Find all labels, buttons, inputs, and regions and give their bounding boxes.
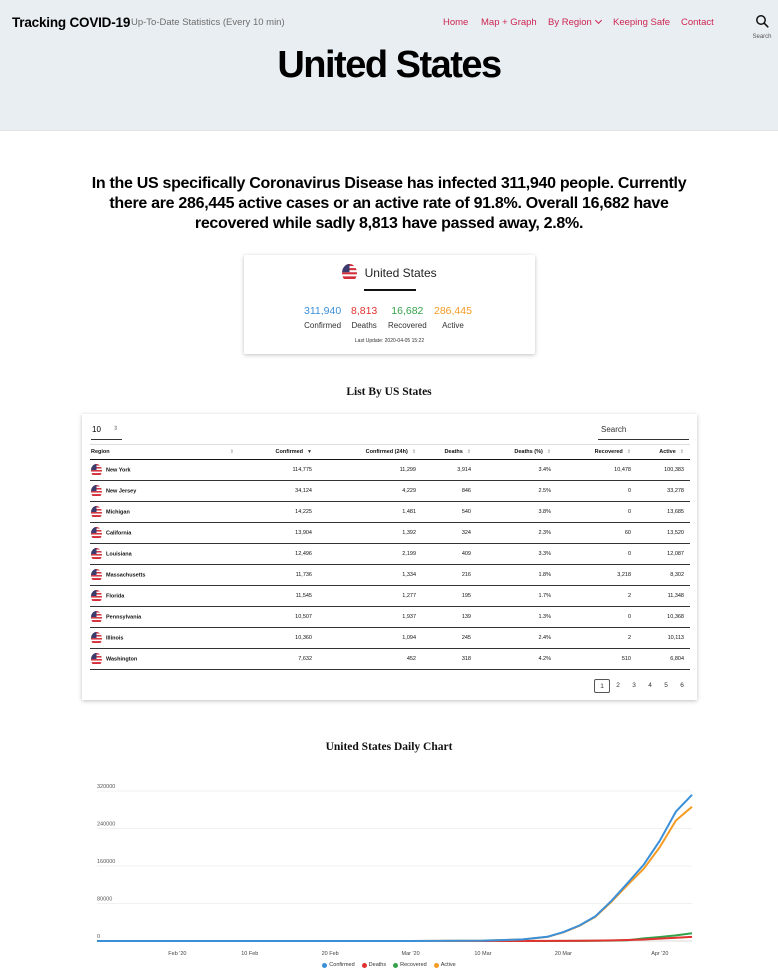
stat-active-value: 286,445: [434, 305, 472, 317]
table-search-input[interactable]: Search: [598, 425, 689, 440]
search-icon: [755, 14, 769, 28]
sort-icon: ⇕: [546, 449, 551, 455]
cell-recovered: 3,218: [557, 565, 637, 586]
cell-region: [90, 628, 238, 649]
states-table: [90, 444, 690, 670]
table-row: [90, 586, 690, 607]
cell-confirmed-24h: 1,481: [318, 502, 422, 523]
col-recovered[interactable]: [557, 445, 637, 460]
sort-icon: ⇕: [411, 449, 416, 455]
col-region-label: Region: [91, 449, 110, 455]
legend-deaths-label: Deaths: [368, 962, 387, 968]
chevron-down-icon: [595, 17, 602, 24]
y-tick-label: 240000: [97, 821, 116, 828]
cell-region: [90, 523, 238, 544]
table-row: [90, 565, 690, 586]
series-line-active: [97, 807, 692, 941]
cell-region-name: California: [106, 530, 132, 536]
site-header: [0, 0, 778, 131]
nav-keeping-safe[interactable]: Keeping Safe: [613, 17, 671, 28]
sort-icon: ⇕: [626, 449, 631, 455]
col-confirmed[interactable]: [238, 445, 318, 460]
y-tick-label: 160000: [97, 859, 116, 865]
cell-deaths-pct: 2.4%: [477, 628, 557, 649]
search-toggle-label: Search: [752, 34, 772, 40]
cell-region: [90, 460, 238, 481]
cell-active: 12,087: [637, 544, 690, 565]
col-deaths-pct-label: Deaths (%): [514, 449, 543, 455]
legend-recovered[interactable]: [393, 962, 427, 968]
us-flag-icon: [91, 485, 102, 498]
cell-confirmed: 114,775: [238, 460, 318, 481]
y-tick-label: 80000: [97, 896, 113, 903]
legend-dot-icon: [434, 963, 439, 968]
stat-deaths: [351, 305, 377, 330]
cell-deaths-pct: 2.5%: [477, 481, 557, 502]
cell-recovered: 10,478: [557, 460, 637, 481]
table-row: [90, 460, 690, 481]
us-flag-icon: [91, 527, 102, 540]
cell-active: 10,113: [637, 628, 690, 649]
cell-recovered: 60: [557, 523, 637, 544]
nav-home[interactable]: Home: [443, 17, 469, 28]
cell-confirmed-24h: 1,334: [318, 565, 422, 586]
cell-deaths-pct: 4.2%: [477, 649, 557, 670]
cell-deaths: 195: [422, 586, 477, 607]
page-button-4[interactable]: 4: [648, 682, 652, 689]
cell-recovered: 510: [557, 649, 637, 670]
col-confirmed-24h-label: Confirmed (24h): [365, 449, 408, 455]
daily-chart-title: United States Daily Chart: [325, 741, 453, 753]
site-title[interactable]: Tracking COVID-19: [12, 15, 131, 30]
cell-confirmed: 13,904: [238, 523, 318, 544]
stat-deaths-value: 8,813: [351, 305, 378, 317]
nav-map-graph[interactable]: Map + Graph: [481, 17, 537, 28]
stat-confirmed-value: 311,940: [304, 305, 342, 317]
table-row: [90, 523, 690, 544]
stat-confirmed-label: Confirmed: [304, 321, 342, 330]
daily-chart: [0, 775, 778, 977]
cell-confirmed-24h: 1,937: [318, 607, 422, 628]
cell-deaths-pct: 1.3%: [477, 607, 557, 628]
stat-deaths-label: Deaths: [351, 321, 377, 330]
us-flag-icon: [91, 611, 102, 624]
us-flag-icon: [91, 569, 102, 582]
x-tick-label: 20 Feb: [321, 951, 339, 957]
cell-confirmed: 12,496: [238, 544, 318, 565]
col-active[interactable]: [637, 445, 690, 460]
y-tick-label: 320000: [97, 784, 116, 790]
legend-confirmed-label: Confirmed: [329, 962, 355, 968]
last-update: Last Update: 2020-04-05 15:22: [354, 338, 425, 344]
table-header-row: [90, 445, 690, 460]
cell-confirmed-24h: 1,277: [318, 586, 422, 607]
cell-confirmed-24h: 2,199: [318, 544, 422, 565]
nav-by-region[interactable]: [548, 17, 601, 28]
cell-region-name: Louisiana: [106, 551, 132, 557]
stat-active: [434, 305, 472, 330]
cell-confirmed-24h: 11,299: [318, 460, 422, 481]
cell-region-name: New Jersey: [106, 488, 137, 494]
sort-icon: ⇕: [466, 449, 471, 455]
legend-recovered-label: Recovered: [400, 962, 427, 968]
card-divider: [364, 289, 416, 291]
stat-confirmed: [304, 305, 341, 330]
col-deaths[interactable]: [422, 445, 477, 460]
page-button-3[interactable]: 3: [632, 682, 636, 689]
card-country-name: United States: [364, 266, 437, 280]
cell-region-name: Pennsylvania: [106, 614, 142, 620]
cell-confirmed: 10,507: [238, 607, 318, 628]
page-button-2[interactable]: 2: [616, 682, 620, 689]
cell-region-name: Illinois: [106, 635, 124, 641]
cell-region: [90, 607, 238, 628]
cell-active: 13,520: [637, 523, 690, 544]
col-deaths-pct[interactable]: [477, 445, 557, 460]
cell-recovered: 0: [557, 502, 637, 523]
sort-desc-icon: ▼: [307, 449, 312, 455]
legend-active-label: Active: [440, 962, 456, 968]
x-tick-label: Apr '20: [651, 951, 669, 957]
cell-deaths-pct: 3.4%: [477, 460, 557, 481]
stat-recovered-value: 16,682: [391, 305, 424, 317]
cell-deaths-pct: 2.3%: [477, 523, 557, 544]
cell-deaths: 324: [422, 523, 477, 544]
page-button-6[interactable]: 6: [680, 682, 684, 689]
col-recovered-label: Recovered: [594, 449, 623, 455]
cell-confirmed: 34,124: [238, 481, 318, 502]
table-row: [90, 649, 690, 670]
cell-region-name: Michigan: [106, 509, 130, 515]
states-table-panel: [82, 414, 697, 700]
country-stats-card: [244, 255, 535, 354]
cell-recovered: 0: [557, 481, 637, 502]
legend-dot-icon: [322, 963, 327, 968]
cell-region: [90, 544, 238, 565]
nav-contact[interactable]: Contact: [681, 17, 714, 28]
card-header: [244, 264, 535, 282]
us-flag-icon: [91, 590, 102, 603]
col-active-label: Active: [659, 449, 676, 455]
states-table-title: List By US States: [346, 386, 432, 398]
us-flag-icon: [342, 264, 357, 282]
x-tick-label: 20 Mar: [554, 951, 572, 957]
intro-summary: In the US specifically Coronavirus Disease has infected 311,940 people. Currently there are 286,445 active cases or an active rate of 91.8%. Overall 16,682 have recovered while sadly 8,813 have passed away, 2.8%.: [91, 175, 687, 232]
sort-icon: ⇕: [229, 449, 234, 455]
nav-by-region-label: By Region: [548, 17, 592, 28]
us-flag-icon: [91, 464, 102, 477]
pagination: [594, 679, 690, 693]
cell-active: 11,348: [637, 586, 690, 607]
cell-confirmed-24h: 4,229: [318, 481, 422, 502]
cell-confirmed: 10,360: [238, 628, 318, 649]
table-row: [90, 481, 690, 502]
search-toggle-button[interactable]: [750, 14, 774, 40]
cell-deaths-pct: 1.8%: [477, 565, 557, 586]
table-row: [90, 502, 690, 523]
table-row: [90, 544, 690, 565]
cell-active: 6,804: [637, 649, 690, 670]
cell-active: 13,685: [637, 502, 690, 523]
cell-deaths: 216: [422, 565, 477, 586]
table-row: [90, 607, 690, 628]
page-button-1[interactable]: 1: [594, 679, 610, 693]
cell-deaths: 409: [422, 544, 477, 565]
legend-active[interactable]: [434, 962, 456, 968]
col-confirmed-24h[interactable]: [318, 445, 422, 460]
cell-region: [90, 481, 238, 502]
cell-active: 100,383: [637, 460, 690, 481]
cell-region-name: Massachusetts: [106, 572, 146, 578]
col-region[interactable]: [90, 445, 238, 460]
cell-region-name: New York: [106, 467, 131, 473]
x-tick-label: Mar '20: [401, 951, 420, 957]
cell-confirmed: 14,225: [238, 502, 318, 523]
x-tick-label: 10 Mar: [474, 951, 492, 957]
site-description: Up-To-Date Statistics (Every 10 min): [131, 17, 285, 28]
legend-dot-icon: [393, 963, 398, 968]
table-row: [90, 628, 690, 649]
x-tick-label: Feb '20: [168, 951, 187, 957]
cell-active: 10,368: [637, 607, 690, 628]
legend-deaths[interactable]: [362, 962, 386, 968]
col-deaths-label: Deaths: [444, 449, 463, 455]
cell-active: 33,278: [637, 481, 690, 502]
cell-confirmed: 7,632: [238, 649, 318, 670]
cell-confirmed: 11,545: [238, 586, 318, 607]
select-arrows-icon: ⇕: [113, 426, 119, 432]
cell-confirmed-24h: 1,094: [318, 628, 422, 649]
col-confirmed-label: Confirmed: [275, 449, 304, 455]
stat-recovered-label: Recovered: [388, 321, 427, 330]
stat-active-label: Active: [442, 321, 464, 330]
cell-deaths: 139: [422, 607, 477, 628]
cell-deaths-pct: 3.8%: [477, 502, 557, 523]
cell-confirmed: 11,736: [238, 565, 318, 586]
cell-deaths: 318: [422, 649, 477, 670]
cell-region-name: Washington: [106, 656, 138, 662]
cell-recovered: 2: [557, 628, 637, 649]
cell-recovered: 0: [557, 607, 637, 628]
stat-recovered: [388, 305, 427, 330]
cell-deaths: 3,914: [422, 460, 477, 481]
us-flag-icon: [91, 506, 102, 519]
cell-deaths: 846: [422, 481, 477, 502]
cell-region-name: Florida: [106, 593, 125, 599]
page-length-value: 10: [92, 425, 101, 434]
page-button-5[interactable]: 5: [664, 682, 668, 689]
legend-dot-icon: [362, 963, 367, 968]
us-flag-icon: [91, 653, 102, 666]
cell-deaths: 245: [422, 628, 477, 649]
cell-recovered: 2: [557, 586, 637, 607]
page-length-select[interactable]: [91, 425, 122, 440]
cell-confirmed-24h: 452: [318, 649, 422, 670]
cell-confirmed-24h: 1,392: [318, 523, 422, 544]
cell-region: [90, 586, 238, 607]
cell-region: [90, 565, 238, 586]
cell-deaths-pct: 3.3%: [477, 544, 557, 565]
series-line-confirmed: [97, 795, 692, 941]
page-title: United States: [277, 44, 501, 86]
us-flag-icon: [91, 632, 102, 645]
chart-legend: [0, 962, 778, 968]
us-flag-icon: [91, 548, 102, 561]
cell-deaths-pct: 1.7%: [477, 586, 557, 607]
cell-region: [90, 502, 238, 523]
legend-confirmed[interactable]: [322, 962, 354, 968]
cell-active: 8,302: [637, 565, 690, 586]
x-tick-label: 10 Feb: [241, 951, 259, 957]
y-tick-label: 0: [97, 934, 101, 940]
cell-region: [90, 649, 238, 670]
cell-deaths: 540: [422, 502, 477, 523]
sort-icon: ⇕: [679, 449, 684, 455]
cell-recovered: 0: [557, 544, 637, 565]
